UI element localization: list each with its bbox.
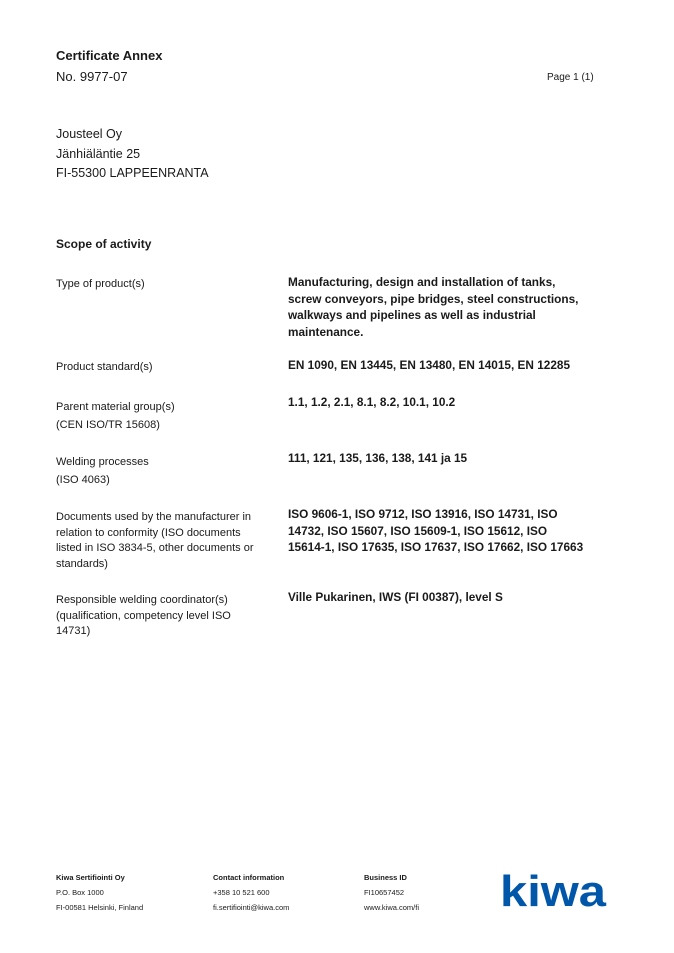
footer-business <box>364 870 419 915</box>
row-value-documents <box>288 506 618 556</box>
label-line: 14731) <box>56 625 91 637</box>
value-line: ISO 9606-1, ISO 9712, ISO 13916, ISO 14731, ISO <box>288 507 558 521</box>
row-label-product-type <box>56 277 278 293</box>
kiwa-logo-text: kiwa <box>500 867 607 914</box>
scope-heading: Scope of activity <box>56 237 152 251</box>
row-label-documents <box>56 510 278 572</box>
label-line: (CEN ISO/TR 15608) <box>56 419 160 431</box>
value-line: screw conveyors, pipe bridges, steel constructions, <box>288 291 579 306</box>
label-line: listed in ISO 3834-5, other documents or <box>56 542 254 554</box>
value-line: Ville Pukarinen, IWS (FI 00387), level S <box>288 590 503 604</box>
value-line: 111, 121, 135, 136, 138, 141 ja 15 <box>288 451 468 465</box>
footer-business-heading: Business ID <box>364 873 407 882</box>
row-value-welding-coordinator <box>288 589 618 606</box>
footer-contact-phone: +358 10 521 600 <box>213 888 270 897</box>
row-value-product-standard <box>288 357 618 374</box>
footer-business-id: FI10657452 <box>364 888 405 897</box>
footer-contact-heading: Contact information <box>213 873 285 882</box>
label-line: standards) <box>56 557 108 570</box>
label-line: Documents used by the manufacturer in <box>56 511 252 523</box>
value-line: 1.1, 1.2, 2.1, 8.1, 8.2, 10.1, 10.2 <box>288 395 456 409</box>
footer-contact-email: fi.sertifiointi@kiwa.com <box>213 903 290 912</box>
label-line: Parent material group(s) <box>56 401 175 413</box>
certificate-number: No. 9977-07 <box>56 69 128 84</box>
label-line: (qualification, competency level ISO <box>56 609 231 622</box>
address-company: Jousteel Oy <box>56 127 123 141</box>
footer-company-heading: Kiwa Sertifiointi Oy <box>56 873 125 882</box>
certificate-title: Certificate Annex <box>56 48 163 63</box>
footer-company-pobox: P.O. Box 1000 <box>56 888 104 897</box>
label-line: (ISO 4063) <box>56 474 110 486</box>
value-line: walkways and pipelines as well as industrial <box>288 308 536 323</box>
row-value-product-type <box>288 274 618 340</box>
row-value-welding-processes <box>288 450 618 467</box>
row-label-welding-coordinator <box>56 593 278 640</box>
row-value-material-group <box>288 394 618 411</box>
page-indicator: Page 1 (1) <box>547 72 594 83</box>
label-line: relation to conformity (ISO documents <box>56 526 241 539</box>
footer-company <box>56 870 143 915</box>
value-line: EN 1090, EN 13445, EN 13480, EN 14015, EN 12285 <box>288 358 571 372</box>
footer-contact <box>213 870 289 915</box>
value-line: maintenance. <box>288 324 364 339</box>
label-line: Type of product(s) <box>56 278 145 290</box>
label-line: Welding processes <box>56 456 149 468</box>
address-city: FI-55300 LAPPEENRANTA <box>56 166 209 180</box>
value-line: Manufacturing, design and installation of tanks, <box>288 275 556 289</box>
row-label-welding-processes <box>56 453 278 489</box>
label-line: Responsible welding coordinator(s) <box>56 594 228 606</box>
row-label-material-group <box>56 398 278 434</box>
label-line: Product standard(s) <box>56 361 153 373</box>
footer-business-website: www.kiwa.com/fi <box>364 903 420 912</box>
row-label-product-standard <box>56 360 278 376</box>
footer-company-city: FI-00581 Helsinki, Finland <box>56 903 144 912</box>
value-line: 15614-1, ISO 17635, ISO 17637, ISO 17662, ISO 17663 <box>288 540 584 555</box>
kiwa-logo <box>500 860 608 914</box>
value-line: 14732, ISO 15607, ISO 15609-1, ISO 15612, ISO <box>288 523 548 538</box>
address-street: Jänhiäläntie 25 <box>56 147 141 161</box>
